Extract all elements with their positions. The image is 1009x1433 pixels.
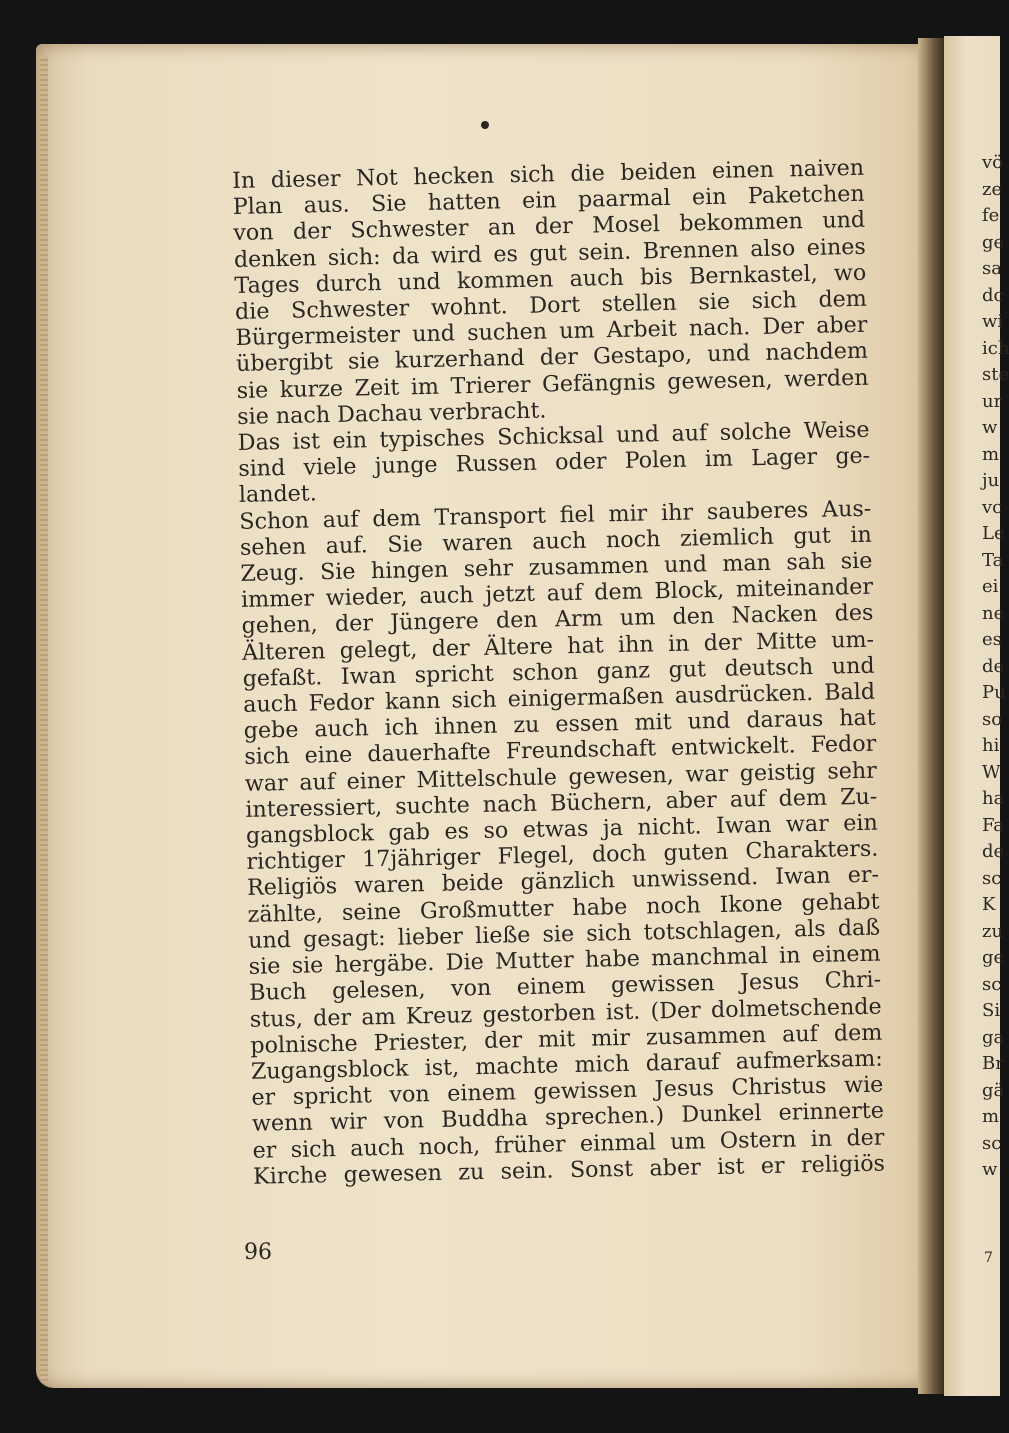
- facing-page-fragment: Fa: [982, 814, 1004, 836]
- text-line: sehen auf. Sie waren auch noch ziemlich gut in: [239, 521, 873, 561]
- text-line: denken sich: da wird es gut sein. Brennen also eines: [233, 233, 867, 273]
- text-line: sind viele junge Russen oder Polen im Lager ge-: [238, 442, 871, 483]
- facing-page-fragment: w: [982, 417, 998, 438]
- facing-page-fragment: sc: [982, 973, 1002, 995]
- facing-page-fragment: sc: [982, 1132, 1002, 1154]
- text-line: sie nach Dachau verbracht.: [236, 397, 547, 430]
- facing-page-fragment: sc: [982, 867, 1002, 889]
- text-line: gebe auch ich ihnen zu essen mit und daraus hat: [243, 704, 876, 745]
- text-line: sie sie hergäbe. Die Mutter habe manchmal in einem: [248, 940, 881, 980]
- text-line: Kirche gewesen zu sein. Sonst aber ist er religiös: [252, 1150, 886, 1190]
- facing-page-fragment: wi: [982, 311, 1004, 332]
- text-line: Buch gelesen, von einem gewissen Jesus Chri-: [249, 966, 882, 1007]
- text-line: er sich auch noch, früher einmal um Ostern in der: [252, 1124, 885, 1164]
- text-line: gangsblock gab es so etwas ja nicht. Iwan war ein: [245, 809, 879, 849]
- text-line: gefaßt. Iwan spricht schon ganz gut deutsch und: [242, 652, 875, 692]
- text-line: sie kurze Zeit im Trierer Gefängnis gewesen, werden: [236, 364, 869, 404]
- text-line: Schon auf dem Transport fiel mir ihr sauberes Aus-: [239, 495, 872, 535]
- text-line: zählte, seine Großmutter habe noch Ikone gehabt: [247, 888, 880, 928]
- facing-page-fragment: Ta: [982, 549, 1004, 571]
- facing-page-fragment: ste: [982, 364, 1009, 385]
- facing-page-fragment: ga: [982, 1026, 1005, 1048]
- text-line: die Schwester wohnt. Dort stellen sie sich dem: [234, 285, 868, 325]
- facing-page-fragment: m: [982, 1106, 1000, 1127]
- text-line: von der Schwester an der Mosel bekommen und: [233, 207, 866, 247]
- facing-page-fragment: ne: [982, 602, 1005, 624]
- text-line: Plan aus. Sie hatten ein paarmal ein Paketchen: [232, 180, 865, 221]
- facing-page-fragment: Si: [982, 1000, 1001, 1021]
- facing-page-fragment: gä: [982, 1079, 1005, 1101]
- text-line: Zugangsblock ist, machte mich darauf aufmerksam:: [250, 1045, 884, 1085]
- text-line: landet.: [238, 480, 318, 509]
- facing-page-fragment: so: [982, 708, 1003, 730]
- facing-page-fragment: hi: [982, 735, 1000, 756]
- facing-page-fragment: fe: [982, 205, 1000, 226]
- facing-page-fragment: ze: [982, 178, 1003, 200]
- facing-page-fragment: ge: [982, 231, 1005, 253]
- text-line: Älteren gelegt, der Ältere hat ihn in der Mitte um-: [241, 626, 875, 666]
- text-line: war auf einer Mittelschule gewesen, war geistig sehr: [244, 757, 878, 797]
- facing-page-fragment: m: [982, 443, 1000, 465]
- facing-page-fragment: Br: [982, 1053, 1004, 1074]
- text-line: und gesagt: lieber ließe sie sich totschlagen, als daß: [247, 914, 881, 954]
- facing-page-fragment: W: [982, 761, 1001, 783]
- body-text: [232, 155, 885, 1190]
- facing-page-fragment: de: [982, 841, 1005, 862]
- text-line: auch Fedor kann sich einigermaßen ausdrücken. Bald: [242, 678, 876, 718]
- facing-page-fragment: Le: [982, 523, 1005, 544]
- text-line: übergibt sie kurzerhand der Gestapo, und nachdem: [235, 338, 869, 378]
- text-line: interessiert, suchte nach Büchern, aber auf dem Zu-: [245, 783, 878, 823]
- text-line: Religiös waren beide gänzlich unwissend. Iwan er-: [246, 862, 880, 902]
- facing-page-fragment: es: [982, 629, 1002, 650]
- facing-page-fragment: de: [982, 655, 1005, 677]
- text-line: stus, der am Kreuz gestorben ist. (Der dolmetschende: [249, 993, 882, 1033]
- page-number: 96: [244, 1240, 272, 1265]
- page-stack-edge: [40, 56, 48, 1382]
- facing-page-fragment: zu: [982, 920, 1004, 942]
- facing-page-fragment: vö: [982, 152, 1004, 173]
- facing-page-fragment: Pu: [982, 682, 1006, 703]
- text-line: Zeug. Sie hingen sehr zusammen und man sah sie: [240, 547, 873, 587]
- facing-page-fragment: vc: [982, 496, 1003, 518]
- facing-page-number: 7: [984, 1250, 993, 1266]
- facing-page-fragment: ge: [982, 947, 1005, 968]
- text-line: Bürgermeister und suchen um Arbeit nach. Der aber: [235, 311, 868, 352]
- text-line: gehen, der Jüngere den Arm um den Nacken des: [241, 600, 874, 640]
- text-line: richtiger 17jähriger Flegel, doch guten Charakters.: [246, 835, 879, 876]
- facing-page-fragment: ju: [982, 470, 1000, 491]
- text-line: wenn wir von Buddha sprechen.) Dunkel erinnerte: [251, 1097, 885, 1138]
- facing-page-fragment: w: [982, 1159, 998, 1180]
- book-gutter: [918, 38, 944, 1394]
- ornament-dot: [481, 121, 489, 129]
- facing-page-fragment: ur: [982, 390, 1003, 412]
- text-line: In dieser Not hecken sich die beiden einen naiven: [232, 154, 865, 194]
- facing-page-fragment: ha: [982, 788, 1005, 809]
- text-line: Tages durch und kommen auch bis Bernkastel, wo: [234, 259, 867, 299]
- text-line: Das ist ein typisches Schicksal und auf solche Weise: [237, 416, 870, 456]
- facing-page-fragment: sa: [982, 258, 1002, 279]
- text-line: er spricht von einem gewissen Jesus Christus wie: [251, 1071, 884, 1111]
- text-line: sich eine dauerhafte Freundschaft entwickelt. Fedor: [244, 731, 877, 771]
- facing-page-fragment: ich: [982, 337, 1009, 359]
- facing-page-fragment: K: [982, 894, 996, 915]
- text-line: immer wieder, auch jetzt auf dem Block, miteinander: [240, 573, 874, 614]
- text-line: polnische Priester, der mit mir zusammen auf dem: [250, 1019, 883, 1059]
- facing-page-fragment: ei: [982, 576, 999, 597]
- facing-page-fragment: dc: [982, 284, 1004, 306]
- facing-page-text: [982, 150, 1009, 1184]
